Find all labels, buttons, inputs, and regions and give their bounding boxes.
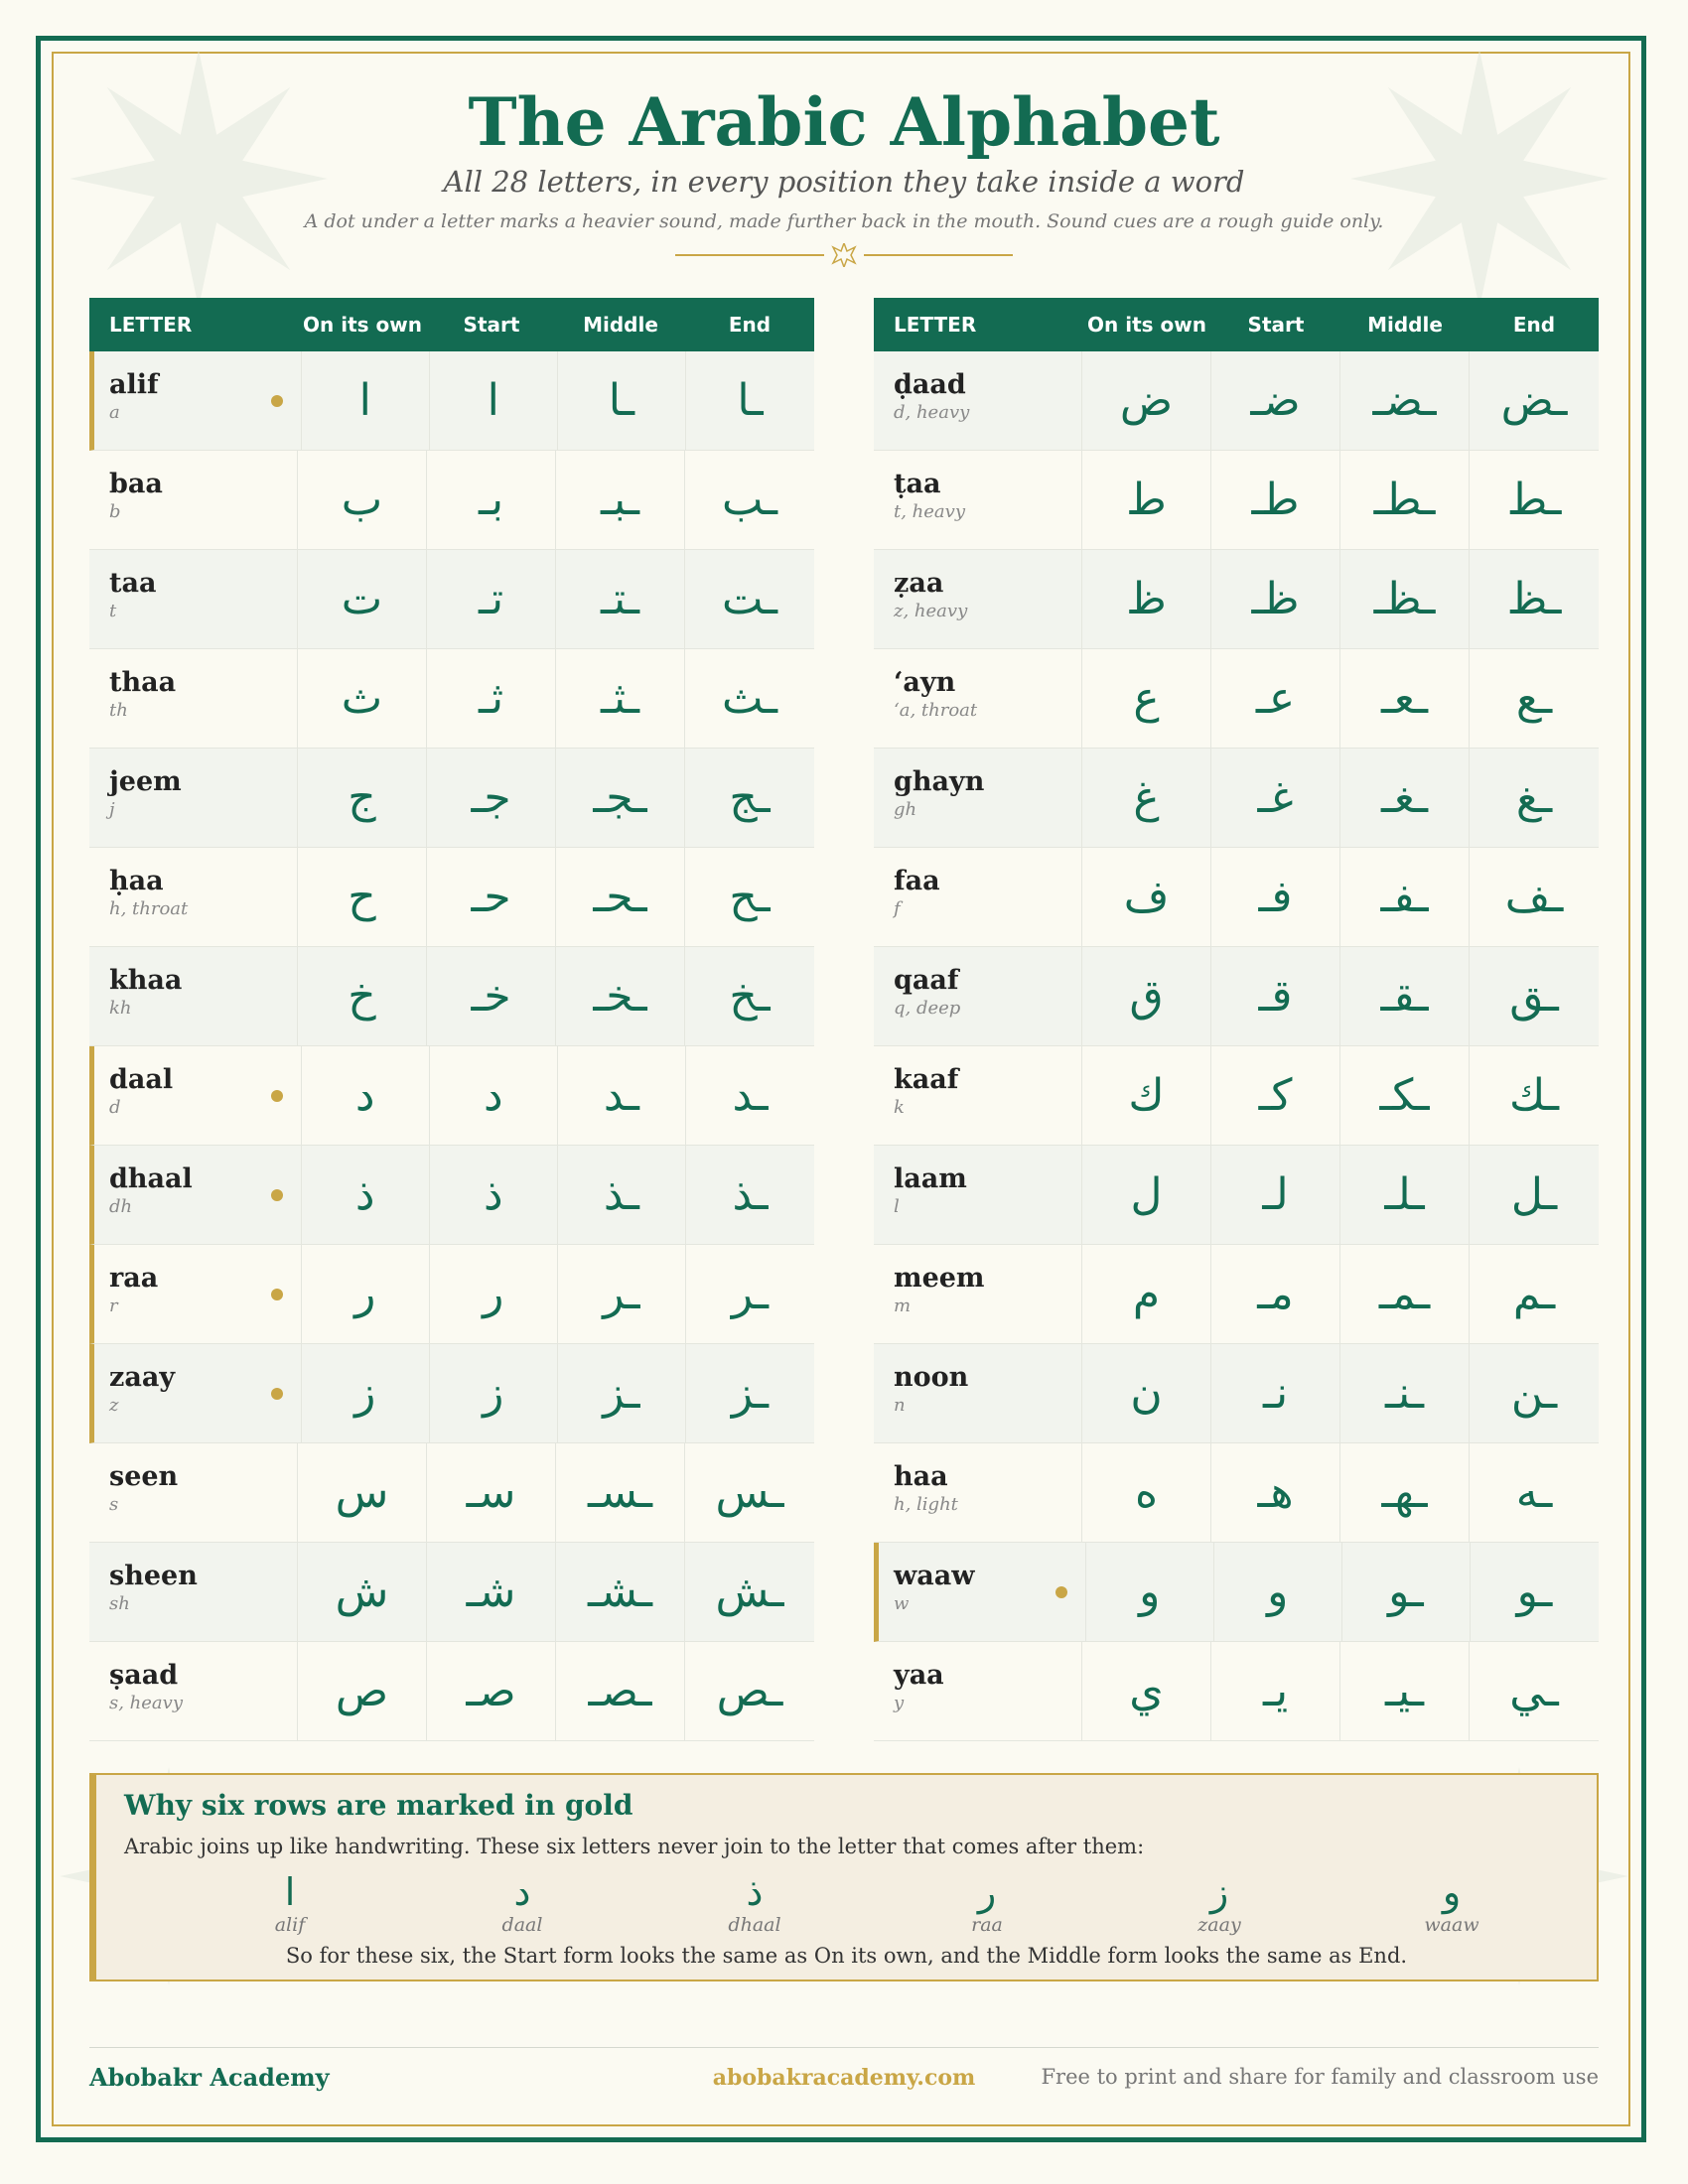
- explainer-text: Arabic joins up like handwriting. These six letters never join to the letter that comes after them:: [124, 1835, 1145, 1858]
- gold-dot-icon: [271, 1090, 283, 1102]
- form-own: ص: [298, 1642, 427, 1740]
- form-own: ث: [298, 649, 427, 748]
- table-header: [874, 298, 1599, 351]
- letter-sound: t: [109, 601, 117, 621]
- form-middle: ـز: [558, 1344, 686, 1442]
- footer-note: Free to print and share for family and classroom use: [1041, 2065, 1599, 2089]
- letter-name: thaa: [109, 667, 177, 698]
- form-own: ي: [1082, 1642, 1211, 1740]
- col-letter: LETTER: [109, 313, 193, 337]
- letter-row-d: [89, 1046, 814, 1146]
- letter-row-m: [874, 1245, 1599, 1344]
- letter-label: zaay: [1197, 1914, 1241, 1936]
- form-end: ـا: [737, 375, 764, 426]
- letter-name: ẓaa: [894, 568, 944, 599]
- non-joining-letter: [1377, 1870, 1526, 1936]
- letter-name: ḍaad: [894, 369, 966, 400]
- form-start: لـ: [1211, 1146, 1340, 1244]
- divider-star-icon: [675, 243, 1013, 267]
- letter-sound: ‘a, throat: [894, 700, 978, 721]
- letter-name: daal: [109, 1064, 174, 1095]
- form-end: ـم: [1512, 1269, 1556, 1319]
- letter-glyph: ذ: [746, 1870, 764, 1914]
- form-end: ـخ: [729, 971, 771, 1022]
- letter-name-cell: [874, 649, 1082, 748]
- form-middle: ـنـ: [1340, 1344, 1470, 1442]
- letter-sound: d: [109, 1097, 121, 1118]
- letter-name: zaay: [109, 1362, 176, 1393]
- letter-label: daal: [501, 1914, 543, 1936]
- form-end: ـك: [1509, 1070, 1559, 1121]
- letter-row-sh: [89, 1543, 814, 1642]
- form-middle: ـشـ: [556, 1543, 685, 1641]
- letter-name-cell: [874, 451, 1082, 549]
- letter-sound: kh: [109, 998, 132, 1019]
- letter-sound: l: [894, 1196, 900, 1217]
- form-end: ـظ: [1506, 574, 1562, 624]
- letter-label: waaw: [1424, 1914, 1479, 1936]
- letter-sound: y: [894, 1693, 905, 1713]
- form-middle: ـتـ: [556, 550, 685, 648]
- non-joining-letter: [215, 1870, 364, 1936]
- form-end: ـي: [1509, 1666, 1559, 1716]
- letter-row-gh: [874, 749, 1599, 848]
- letter-name-cell: [94, 1245, 302, 1343]
- letter-sound: h, light: [894, 1494, 958, 1515]
- form-start: ضـ: [1211, 351, 1340, 450]
- letter-sound: a: [109, 402, 120, 423]
- letter-name: meem: [894, 1263, 985, 1294]
- col-end: End: [1512, 313, 1556, 337]
- letter-name-cell: [874, 1146, 1082, 1244]
- form-middle: ـلـ: [1340, 1146, 1470, 1244]
- form-end: ـض: [1500, 375, 1568, 426]
- letter-name: baa: [109, 469, 163, 499]
- letter-name: noon: [894, 1362, 969, 1393]
- letter-name-cell: [94, 351, 302, 450]
- letter-name: ‘ayn: [894, 667, 956, 698]
- letter-sound: z, heavy: [894, 601, 968, 621]
- form-middle: ـجـ: [556, 749, 685, 847]
- form-start: هـ: [1211, 1443, 1340, 1542]
- letter-name-cell: [89, 451, 298, 549]
- form-start: ظـ: [1211, 550, 1340, 648]
- form-start: فـ: [1211, 848, 1340, 946]
- form-start: خـ: [427, 947, 556, 1045]
- letter-row-z: [89, 1344, 814, 1443]
- form-own: ع: [1082, 649, 1211, 748]
- form-start: قـ: [1211, 947, 1340, 1045]
- letter-name-cell: [874, 749, 1082, 847]
- letter-row-h: [89, 848, 814, 947]
- form-end: ـش: [715, 1567, 784, 1617]
- form-end: ـب: [721, 475, 778, 525]
- letter-name: waaw: [894, 1561, 975, 1591]
- form-own: ض: [1082, 351, 1211, 450]
- form-own: ل: [1082, 1146, 1211, 1244]
- letter-name: raa: [109, 1263, 159, 1294]
- form-own: ش: [298, 1543, 427, 1641]
- col-start: Start: [1247, 313, 1305, 337]
- form-own: ظ: [1082, 550, 1211, 648]
- letter-name-cell: [89, 550, 298, 648]
- form-middle: ـقـ: [1340, 947, 1470, 1045]
- form-start: نـ: [1211, 1344, 1340, 1442]
- letter-row-s: [89, 1443, 814, 1543]
- form-middle: ـصـ: [556, 1642, 685, 1740]
- form-end: ـل: [1510, 1169, 1558, 1220]
- form-own: ط: [1082, 451, 1211, 549]
- letter-glyph: ر: [977, 1870, 997, 1914]
- letter-name: sheen: [109, 1561, 198, 1591]
- letter-sound: gh: [894, 799, 917, 820]
- letter-name-cell: [94, 1344, 302, 1442]
- table-header: [89, 298, 814, 351]
- non-joining-letter: [913, 1870, 1061, 1936]
- form-middle: ـطـ: [1340, 451, 1470, 549]
- letter-name-cell: [874, 1642, 1082, 1740]
- form-start: عـ: [1211, 649, 1340, 748]
- letter-row-k: [874, 1046, 1599, 1146]
- form-start: غـ: [1211, 749, 1340, 847]
- letter-label: dhaal: [728, 1914, 781, 1936]
- letter-row-dh: [89, 1146, 814, 1245]
- letter-row-a: [874, 649, 1599, 749]
- col-own: On its own: [1087, 313, 1206, 337]
- form-own: ق: [1082, 947, 1211, 1045]
- form-own: ذ: [302, 1146, 430, 1244]
- non-joining-explainer: [89, 1773, 1599, 1981]
- alphabet-table-left: [89, 298, 814, 1741]
- form-own: ا: [302, 351, 430, 450]
- form-end: ـر: [731, 1269, 770, 1319]
- form-middle: ـيـ: [1340, 1642, 1470, 1740]
- form-start: سـ: [427, 1443, 556, 1542]
- form-own: ج: [298, 749, 427, 847]
- letter-sound: t, heavy: [894, 501, 965, 522]
- form-end: ـج: [729, 772, 771, 823]
- form-end: ـن: [1510, 1368, 1558, 1419]
- footer-brand: Abobakr Academy: [89, 2063, 330, 2092]
- letter-sound: th: [109, 700, 128, 721]
- letter-glyph: ا: [284, 1870, 296, 1914]
- form-own: م: [1082, 1245, 1211, 1343]
- letter-name: qaaf: [894, 965, 959, 996]
- letter-row-kh: [89, 947, 814, 1046]
- letter-row-q: [874, 947, 1599, 1046]
- form-end: ـذ: [732, 1169, 769, 1220]
- form-own: ت: [298, 550, 427, 648]
- letter-name-cell: [879, 1543, 1086, 1641]
- form-middle: ـا: [558, 351, 686, 450]
- non-joining-letter: [680, 1870, 829, 1936]
- letter-name-cell: [89, 749, 298, 847]
- form-middle: ـكـ: [1340, 1046, 1470, 1145]
- col-end: End: [728, 313, 772, 337]
- form-end: ـص: [716, 1666, 783, 1716]
- letter-sound: m: [894, 1296, 912, 1316]
- form-own: خ: [298, 947, 427, 1045]
- letter-name-cell: [874, 1344, 1082, 1442]
- letter-name: kaaf: [894, 1064, 959, 1095]
- letter-name: ghayn: [894, 766, 985, 797]
- letter-sound: sh: [109, 1593, 130, 1614]
- letter-sound: n: [894, 1395, 906, 1416]
- letter-glyph: و: [1442, 1870, 1462, 1914]
- letter-row-j: [89, 749, 814, 848]
- form-end: ـغ: [1515, 772, 1553, 823]
- form-end: ـس: [715, 1467, 784, 1518]
- letter-name-cell: [874, 947, 1082, 1045]
- form-own: ز: [302, 1344, 430, 1442]
- form-middle: ـهـ: [1340, 1443, 1470, 1542]
- letter-sound: q, deep: [894, 998, 961, 1019]
- gold-dot-icon: [271, 395, 283, 407]
- letter-name-cell: [874, 550, 1082, 648]
- page-title: The Arabic Alphabet: [468, 83, 1220, 161]
- letter-name-cell: [874, 848, 1082, 946]
- letter-name-cell: [874, 1046, 1082, 1145]
- form-start: مـ: [1211, 1245, 1340, 1343]
- letter-glyph: د: [513, 1870, 531, 1914]
- letter-sound: z: [109, 1395, 119, 1416]
- letter-sound: r: [109, 1296, 118, 1316]
- col-middle: Middle: [1367, 313, 1443, 337]
- letter-row-t: [874, 451, 1599, 550]
- form-own: ر: [302, 1245, 430, 1343]
- letter-row-w: [874, 1543, 1599, 1642]
- form-own: غ: [1082, 749, 1211, 847]
- letter-name: khaa: [109, 965, 183, 996]
- col-letter: LETTER: [894, 313, 977, 337]
- gold-dot-icon: [1055, 1586, 1067, 1598]
- form-middle: ـثـ: [556, 649, 685, 748]
- letter-row-n: [874, 1344, 1599, 1443]
- letter-name-cell: [89, 1443, 298, 1542]
- form-start: تـ: [427, 550, 556, 648]
- letter-row-r: [89, 1245, 814, 1344]
- letter-label: alif: [274, 1914, 306, 1936]
- letter-name: ṭaa: [894, 469, 941, 499]
- form-own: ن: [1082, 1344, 1211, 1442]
- form-own: و: [1086, 1543, 1214, 1641]
- letter-name-cell: [94, 1146, 302, 1244]
- form-start: ر: [430, 1245, 558, 1343]
- form-middle: ـسـ: [556, 1443, 685, 1542]
- footer-divider: [89, 2047, 1599, 2048]
- letter-name: jeem: [109, 766, 182, 797]
- letter-row-t: [89, 550, 814, 649]
- letter-name-cell: [874, 1245, 1082, 1343]
- letter-name: taa: [109, 568, 157, 599]
- form-end: ـو: [1516, 1567, 1553, 1617]
- form-end: ـه: [1515, 1467, 1553, 1518]
- letter-name: dhaal: [109, 1163, 193, 1194]
- letter-name: ḥaa: [109, 866, 164, 896]
- letter-row-d: [874, 351, 1599, 451]
- form-middle: ـعـ: [1340, 649, 1470, 748]
- gold-dot-icon: [271, 1189, 283, 1201]
- non-joining-letter: [1145, 1870, 1294, 1936]
- form-end: ـت: [721, 574, 778, 624]
- letter-name-cell: [89, 947, 298, 1045]
- form-middle: ـضـ: [1340, 351, 1470, 450]
- letter-name-cell: [89, 649, 298, 748]
- letter-label: raa: [971, 1914, 1003, 1936]
- form-own: ه: [1082, 1443, 1211, 1542]
- form-end: ـف: [1504, 872, 1564, 922]
- form-middle: ـذ: [558, 1146, 686, 1244]
- form-own: ب: [298, 451, 427, 549]
- letter-name-cell: [89, 848, 298, 946]
- form-start: بـ: [427, 451, 556, 549]
- letter-row-z: [874, 550, 1599, 649]
- letter-row-l: [874, 1146, 1599, 1245]
- form-middle: ـمـ: [1340, 1245, 1470, 1343]
- form-middle: ـر: [558, 1245, 686, 1343]
- form-end: ـط: [1506, 475, 1562, 525]
- sound-note: A dot under a letter marks a heavier sound, made further back in the mouth. Sound cues are a rough guide only.: [304, 210, 1384, 232]
- non-joining-letter: [448, 1870, 597, 1936]
- form-middle: ـحـ: [556, 848, 685, 946]
- letter-sound: s: [109, 1494, 119, 1515]
- form-middle: ـفـ: [1340, 848, 1470, 946]
- form-start: يـ: [1211, 1642, 1340, 1740]
- alphabet-table-right: [874, 298, 1599, 1741]
- letter-row-a: [89, 351, 814, 451]
- letter-name: faa: [894, 866, 940, 896]
- form-start: طـ: [1211, 451, 1340, 549]
- form-middle: ـخـ: [556, 947, 685, 1045]
- letter-name-cell: [89, 1543, 298, 1641]
- form-own: ك: [1082, 1046, 1211, 1145]
- form-middle: ـو: [1342, 1543, 1471, 1641]
- footer-url[interactable]: abobakracademy.com: [712, 2065, 976, 2091]
- letter-row-f: [874, 848, 1599, 947]
- letter-sound: dh: [109, 1196, 133, 1217]
- form-own: د: [302, 1046, 430, 1145]
- letter-name-cell: [874, 351, 1082, 450]
- form-start: كـ: [1211, 1046, 1340, 1145]
- form-end: ـد: [732, 1070, 769, 1121]
- letter-row-h: [874, 1443, 1599, 1543]
- letter-name: laam: [894, 1163, 967, 1194]
- letter-sound: s, heavy: [109, 1693, 183, 1713]
- form-start: د: [430, 1046, 558, 1145]
- form-own: ح: [298, 848, 427, 946]
- col-middle: Middle: [583, 313, 658, 337]
- gold-dot-icon: [271, 1388, 283, 1400]
- letter-sound: w: [894, 1593, 910, 1614]
- form-start: و: [1214, 1543, 1342, 1641]
- letter-row-y: [874, 1642, 1599, 1741]
- form-middle: ـبـ: [556, 451, 685, 549]
- letter-sound: b: [109, 501, 121, 522]
- form-middle: ـغـ: [1340, 749, 1470, 847]
- letter-name-cell: [874, 1443, 1082, 1542]
- form-start: ا: [430, 351, 558, 450]
- letter-name: haa: [894, 1461, 948, 1492]
- form-middle: ـد: [558, 1046, 686, 1145]
- letter-row-th: [89, 649, 814, 749]
- form-middle: ـظـ: [1340, 550, 1470, 648]
- letter-sound: f: [894, 898, 901, 919]
- form-own: ف: [1082, 848, 1211, 946]
- form-end: ـح: [729, 872, 771, 922]
- form-start: ذ: [430, 1146, 558, 1244]
- form-start: شـ: [427, 1543, 556, 1641]
- form-start: حـ: [427, 848, 556, 946]
- letter-name: seen: [109, 1461, 179, 1492]
- letter-row-b: [89, 451, 814, 550]
- form-start: جـ: [427, 749, 556, 847]
- form-end: ـق: [1509, 971, 1559, 1022]
- form-start: ثـ: [427, 649, 556, 748]
- col-own: On its own: [303, 313, 422, 337]
- letter-sound: h, throat: [109, 898, 189, 919]
- form-own: س: [298, 1443, 427, 1542]
- letter-sound: d, heavy: [894, 402, 970, 423]
- page-subtitle: All 28 letters, in every position they take inside a word: [443, 165, 1245, 199]
- form-end: ـع: [1515, 673, 1553, 724]
- form-end: ـث: [721, 673, 778, 724]
- letter-sound: j: [109, 799, 115, 820]
- form-end: ـز: [731, 1368, 770, 1419]
- explainer-title: Why six rows are marked in gold: [124, 1789, 633, 1822]
- letter-sound: k: [894, 1097, 905, 1118]
- letter-name: yaa: [894, 1660, 944, 1691]
- letter-name: alif: [109, 369, 159, 400]
- letter-name-cell: [89, 1642, 298, 1740]
- gold-dot-icon: [271, 1289, 283, 1300]
- letter-glyph: ز: [1209, 1870, 1229, 1914]
- letter-name-cell: [94, 1046, 302, 1145]
- non-joining-letters: [215, 1870, 1526, 1936]
- letter-row-s: [89, 1642, 814, 1741]
- explainer-conclusion: So for these six, the Start form looks the same as On its own, and the Middle form looks the same as End.: [285, 1944, 1408, 1968]
- col-start: Start: [463, 313, 520, 337]
- letter-name: ṣaad: [109, 1660, 179, 1691]
- form-start: صـ: [427, 1642, 556, 1740]
- form-start: ز: [430, 1344, 558, 1442]
